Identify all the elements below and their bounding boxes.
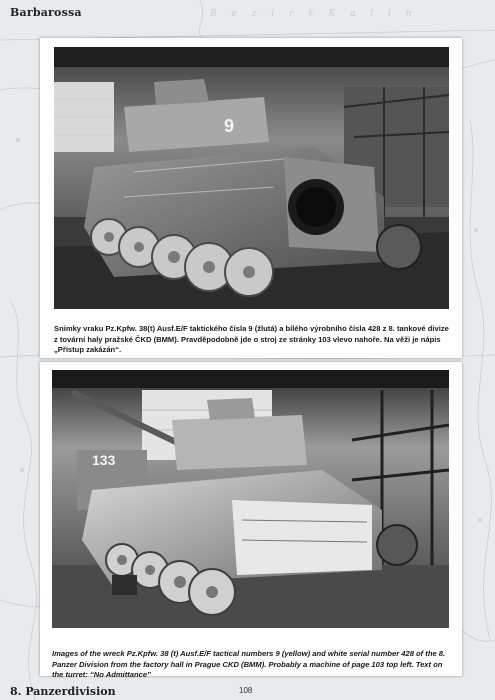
tank-wreck-photo-2 [52,370,449,628]
division-footer: 8. Panzerdivision [10,685,116,698]
section-header: Barbarossa [10,6,82,19]
photo-card-2 [40,362,462,679]
map-watermark-text: B e z i r k K a l i n [210,9,418,19]
photo-1-caption-czech: Snímky vraku Pz.Kpfw. 38(t) Ausf.E/F taktického čísla 9 (žlutá) a bílého výrobního čísla 428 z 8. tankové divize z tovární haly pražské ČKD (BMM). Pravděpodobně jde o stroj ze stránky 103 vlevo nahoře. Na věži je nápis „Přístup zakázán“. [54,324,449,354]
photo-card-1 [40,38,462,358]
photo-2-caption-english: Images of the wreck Pz.Kpfw. 38 (t) Ausf.E/F tactical numbers 9 (yellow) and white serial number 428 of the 8. Panzer Division from the factory hall in Prague CKD (BMM). Probably a machine of page 103 top left. Text on the turret: “No Admittance” [52,649,446,679]
turret-number-9: 9 [224,116,235,136]
background-tank-number: 133 [92,452,116,468]
page-number: 108 [239,686,253,695]
tank-wreck-photo-1 [54,47,449,309]
